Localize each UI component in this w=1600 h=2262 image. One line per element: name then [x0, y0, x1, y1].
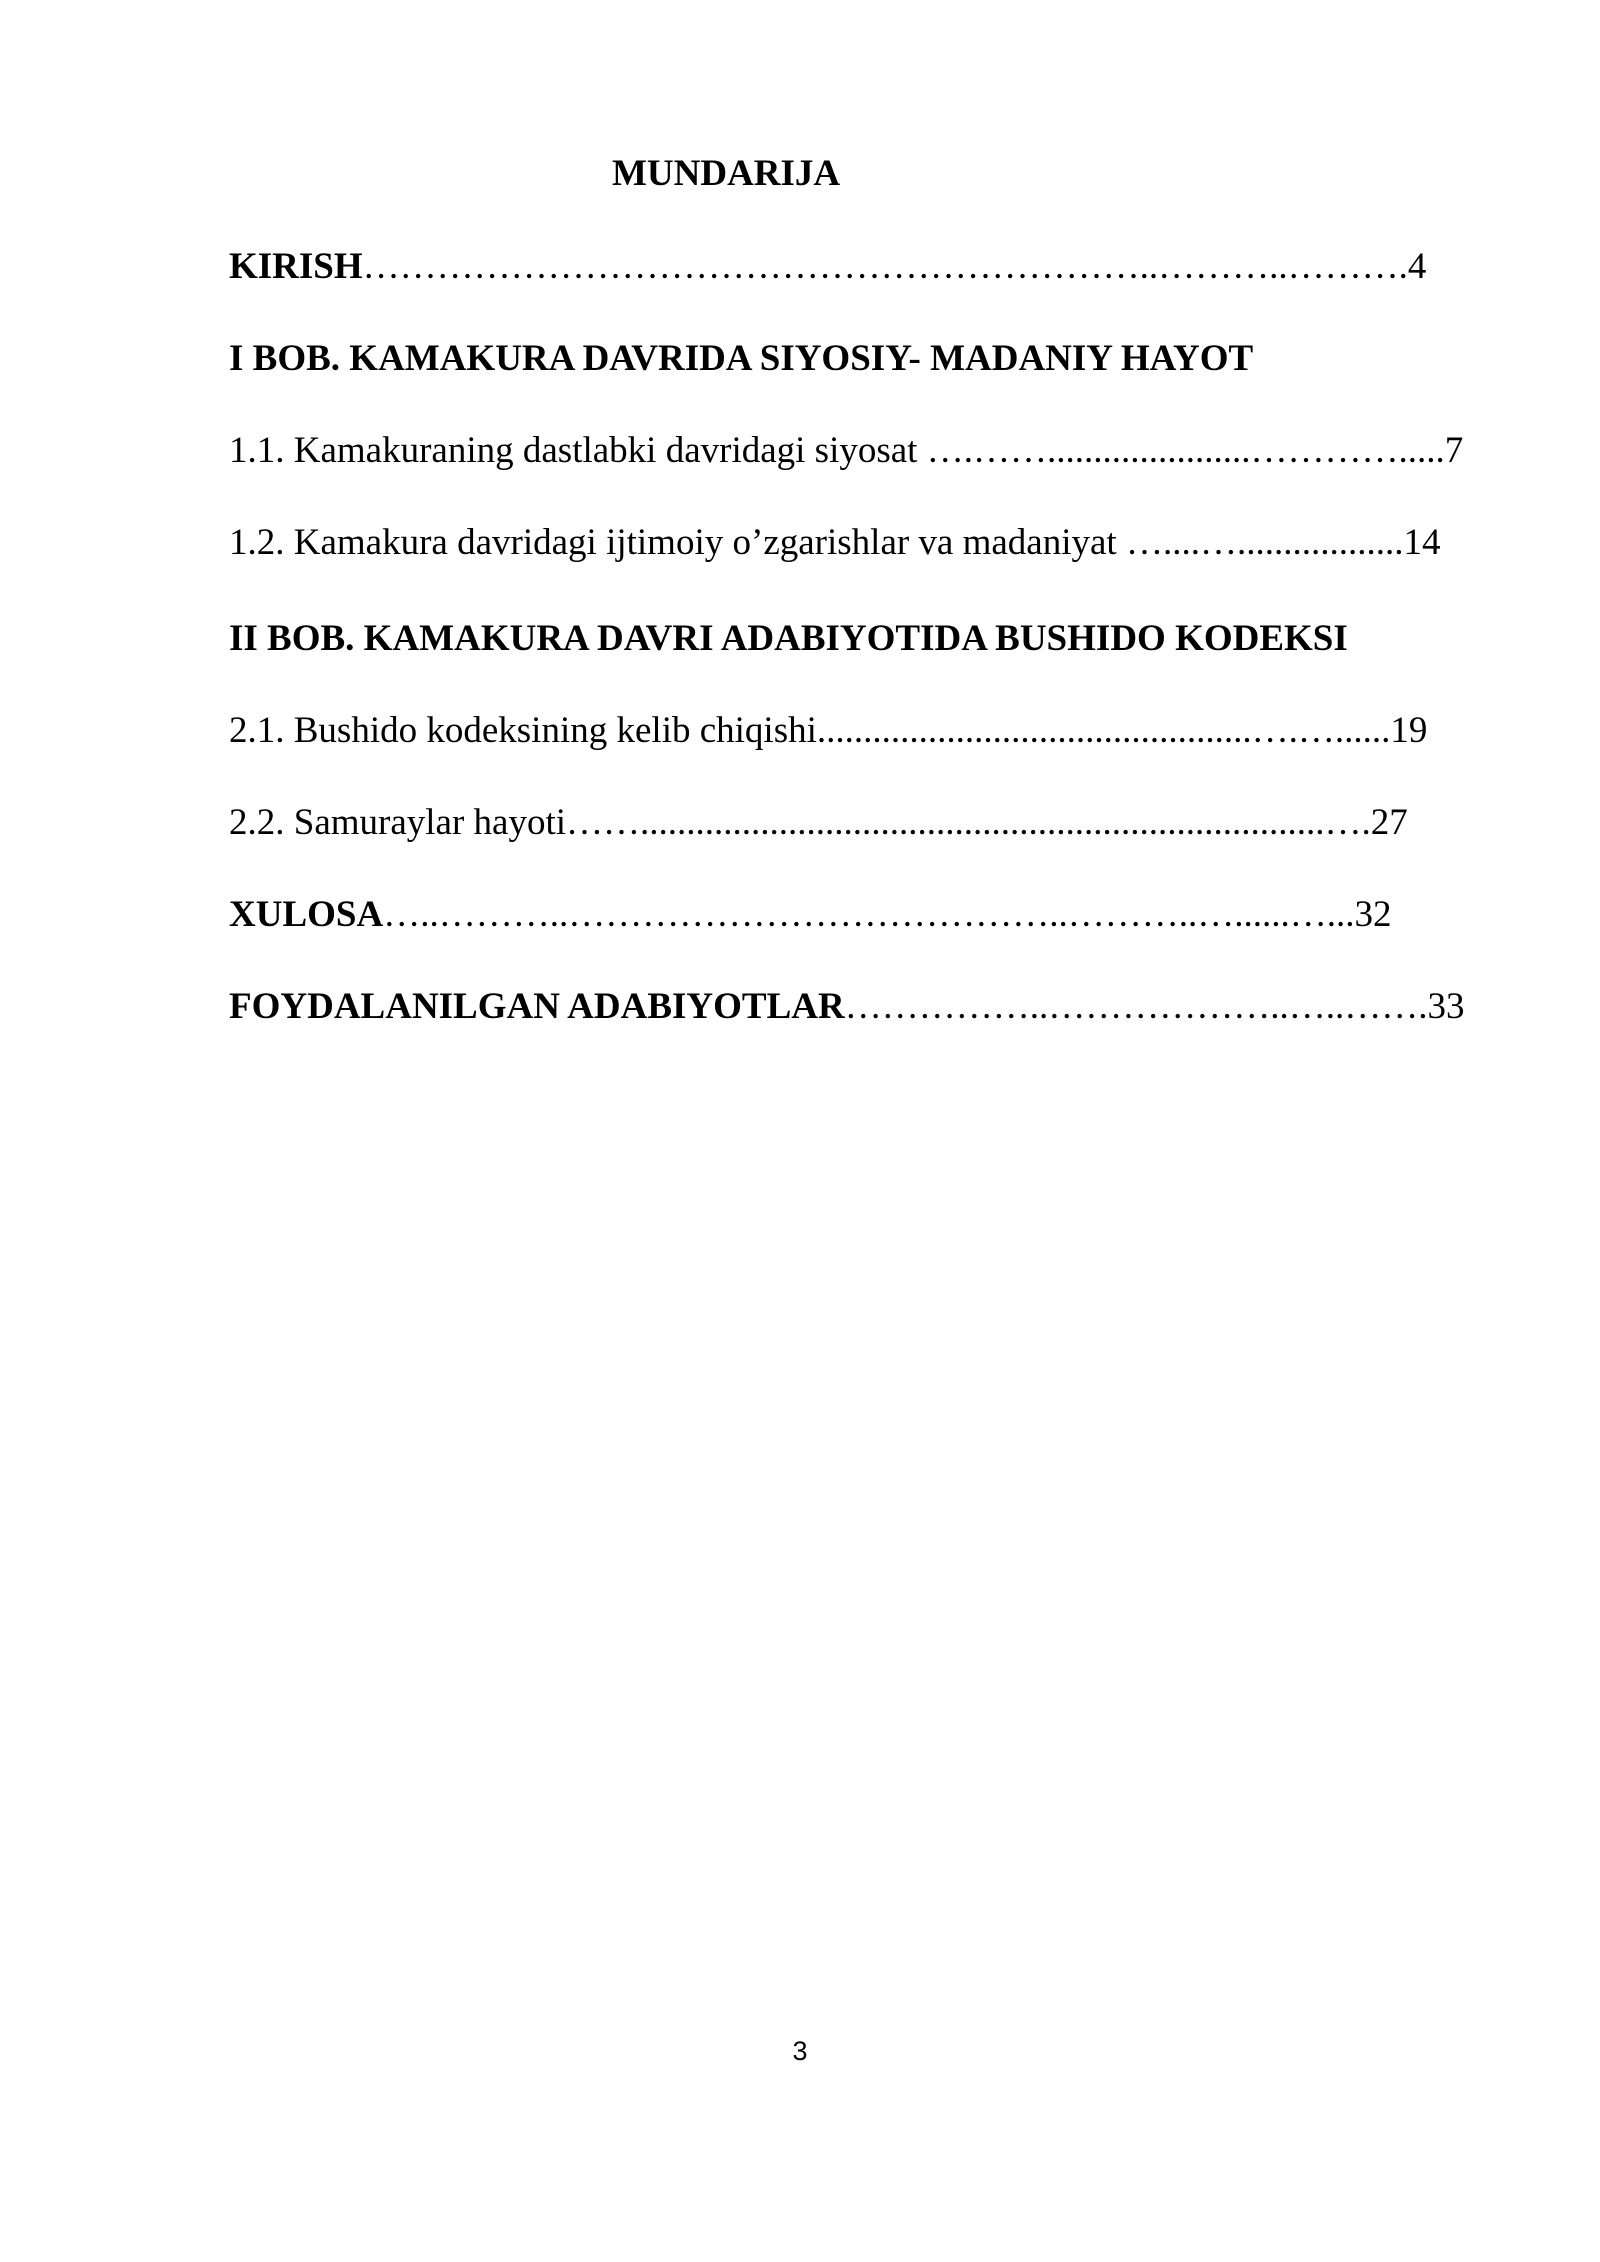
- toc-entry-label: I BOB. KAMAKURA DAVRIDA SIYOSIY- MADANIY HAYOT: [229, 338, 1254, 379]
- toc-leader: ……..........................................................................….: [566, 802, 1371, 843]
- toc-entry-2-1: [229, 709, 1427, 753]
- toc-entry-label: 1.1. Kamakuraning dastlabki davridagi siyosat: [229, 430, 918, 471]
- toc-leader: ….……......................………….....: [917, 430, 1445, 471]
- toc-chapter-1-heading: [229, 337, 1253, 381]
- toc-page-number: 32: [1354, 894, 1392, 935]
- toc-entry-xulosa: [229, 893, 1391, 937]
- toc-page-number: 33: [1427, 986, 1465, 1027]
- toc-page-number: 19: [1390, 710, 1428, 751]
- toc-entry-kirish: [229, 245, 1426, 289]
- toc-entry-1-2: [229, 521, 1440, 565]
- toc-entry-adabiyotlar: [229, 985, 1464, 1029]
- toc-entry-label: 2.1. Bushido kodeksining kelib chiqishi: [229, 710, 817, 751]
- toc-entry-1-1: [229, 429, 1463, 473]
- toc-leader: ………………………………………………………..………..……….: [362, 246, 1408, 287]
- toc-page-number: 14: [1403, 522, 1441, 563]
- page-number: 3: [792, 2036, 808, 2066]
- toc-leader: …....…..................: [1116, 522, 1404, 563]
- toc-entry-2-2: [229, 801, 1408, 845]
- toc-entry-label: II BOB. KAMAKURA DAVRI ADABIYOTIDA BUSHIDO KODEKSI: [229, 618, 1348, 659]
- toc-entry-label: KIRISH: [229, 246, 363, 287]
- toc-entry-label: FOYDALANILGAN ADABIYOTLAR: [229, 986, 845, 1027]
- toc-page-number: 7: [1444, 430, 1464, 471]
- toc-entry-label: 2.2. Samuraylar hayoti: [229, 802, 567, 843]
- toc-page-number: 27: [1370, 802, 1408, 843]
- toc-page-number: 4: [1407, 246, 1427, 287]
- toc-chapter-2-heading: [229, 617, 1348, 661]
- toc-entry-label: XULOSA: [229, 894, 384, 935]
- toc-leader: …..………..…………………………………..………..…......…...: [383, 894, 1355, 935]
- toc-entry-label: 1.2. Kamakura davridagi ijtimoiy o’zgarishlar va madaniyat: [229, 522, 1117, 563]
- toc-title: MUNDARIJA: [612, 153, 841, 194]
- toc-leader: ……………..………………..…..…….: [844, 986, 1428, 1027]
- toc-leader: ...............................................….…......: [816, 710, 1391, 751]
